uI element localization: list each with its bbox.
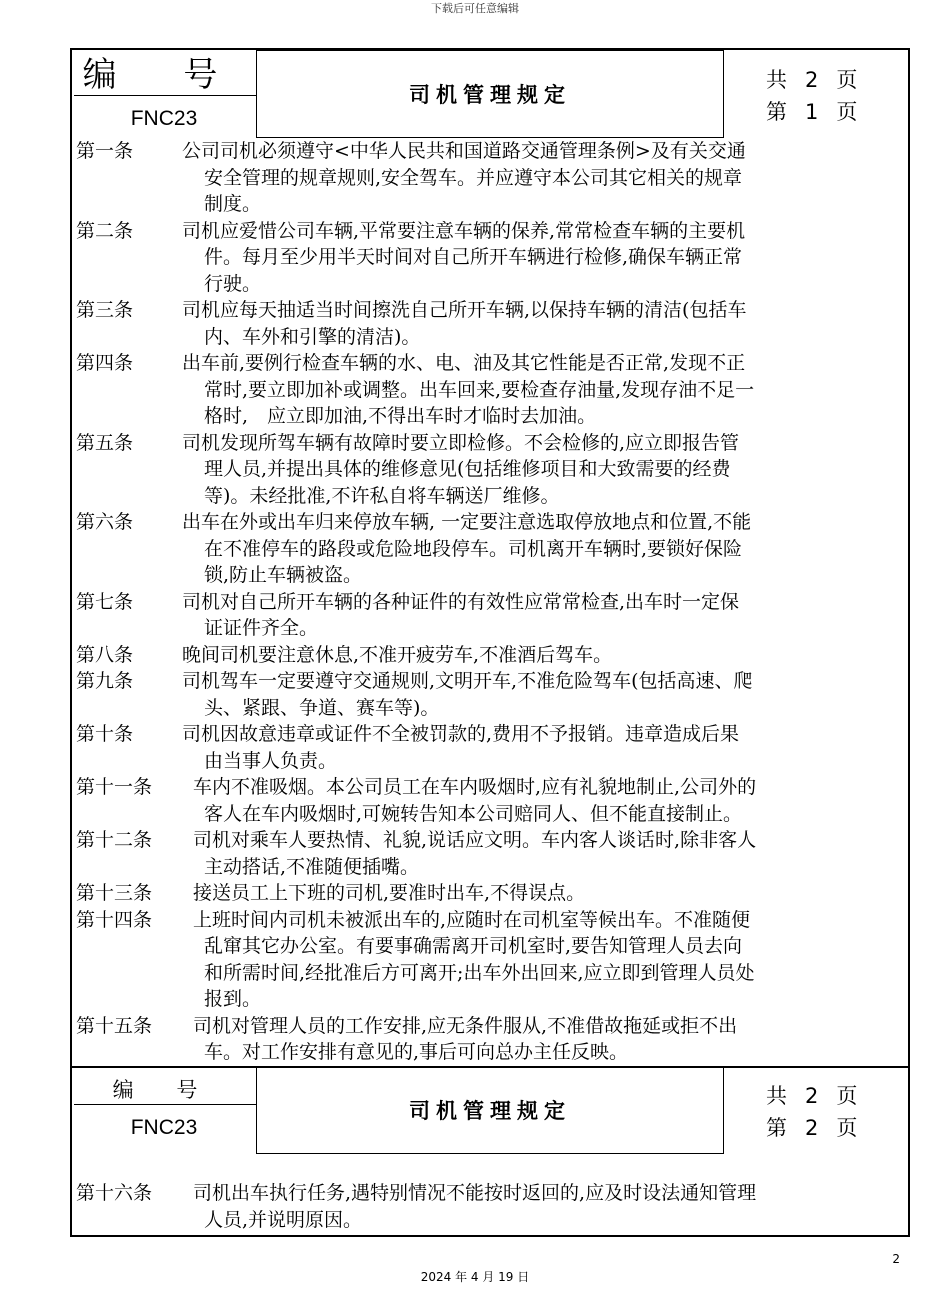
article-text-line: 司机对自己所开车辆的各种证件的有效性应常常检查,出车时一定保 — [182, 590, 740, 613]
article-text-line: 制度。 — [204, 193, 262, 215]
code-divider-2 — [74, 1104, 256, 1105]
document-code-2: FNC23 — [130, 1116, 198, 1139]
article-text-line: 由当事人负责。 — [204, 749, 338, 772]
article-text-line: 常时,要立即加补或调整。出车回来,要检查存油量,发现存油不足一 — [204, 378, 755, 401]
document-code: FNC23 — [130, 107, 198, 130]
total-pages: 共 2 页 — [766, 68, 858, 92]
footer-date: 2024 年 4 月 19 日 — [420, 1270, 530, 1284]
article-text-line: 头、紧跟、争道、赛车等)。 — [204, 696, 440, 719]
article-label: 第二条 — [76, 219, 134, 242]
document-title: 司机管理规定 — [409, 83, 571, 107]
article-text-line: 件。每月至少用半天时间对自己所开车辆进行检修,确保车辆正常 — [204, 246, 743, 268]
article-text-line: 车。对工作安排有意见的,事后可向总办主任反映。 — [204, 1041, 629, 1063]
article-label: 第十二条 — [76, 829, 153, 851]
article-text-line: 司机对乘车人要热情、礼貌,说话应文明。车内客人谈话时,除非客人 — [193, 829, 757, 851]
article-text-line: 公司司机必须遵守<中华人民共和国道路交通管理条例>及有关交通 — [182, 140, 746, 162]
current-page-2: 第 2 页 — [766, 1116, 858, 1140]
article-text-line: 司机因故意违章或证件不全被罚款的,费用不予报销。违章造成后果 — [182, 723, 740, 745]
article-text-line: 理人员,并提出具体的维修意见(包括维修项目和大致需要的经费 — [204, 458, 731, 480]
article-text-line: 司机应每天抽适当时间擦洗自己所开车辆,以保持车辆的清洁(包括车 — [182, 299, 747, 321]
article-text-line: 客人在车内吸烟时,可婉转告知本公司赔同人、但不能直接制止。 — [204, 802, 743, 825]
article-text-line: 司机发现所驾车辆有故障时要立即检修。不会检修的,应立即报告管 — [182, 431, 740, 454]
article-text-line: 车内不准吸烟。本公司员工在车内吸烟时,应有礼貌地制止,公司外的 — [193, 776, 757, 798]
code-divider — [74, 95, 256, 96]
article-text-line: 接送员工上下班的司机,要准时出车,不得误点。 — [193, 882, 586, 904]
article-label: 第十五条 — [76, 1014, 153, 1037]
article-label: 第七条 — [76, 590, 134, 613]
title-box-2 — [256, 1066, 724, 1154]
article-text-line: 在不准停车的路段或危险地段停车。司机离开车辆时,要锁好保险 — [204, 537, 743, 560]
article-label: 第三条 — [76, 299, 134, 321]
page-number: 2 — [892, 1252, 900, 1266]
number-label-2: 编 号 — [112, 1078, 216, 1102]
article-label: 第四条 — [76, 352, 134, 374]
article-text-line: 和所需时间,经批准后方可离开;出车外出回来,应立即到管理人员处 — [204, 961, 755, 984]
article-text-line: 司机应爱惜公司车辆,平常要注意车辆的保养,常常检查车辆的主要机 — [182, 219, 746, 242]
article-text-line: 人员,并说明原因。 — [204, 1208, 363, 1231]
article-text-line: 内、车外和引擎的清洁)。 — [204, 325, 421, 348]
article-label: 第一条 — [76, 140, 134, 162]
article-label: 第八条 — [76, 643, 134, 666]
article-label: 第六条 — [76, 511, 134, 533]
article-label: 第十条 — [76, 723, 134, 745]
article-text-line: 上班时间内司机未被派出车的,应随时在司机室等候出车。不准随便 — [193, 908, 751, 931]
article-text-line: 出车在外或出车归来停放车辆, 一定要注意选取停放地点和位置,不能 — [182, 511, 752, 533]
title-box — [256, 50, 724, 138]
article-label: 第十六条 — [76, 1182, 153, 1204]
article-text-line: 报到。 — [204, 988, 262, 1010]
total-pages-2: 共 2 页 — [766, 1084, 858, 1108]
article-text-line: 司机驾车一定要遵守交通规则,文明开车,不准危险驾车(包括高速、爬 — [182, 670, 753, 692]
article-text-line: 司机对管理人员的工作安排,应无条件服从,不准借故拖延或拒不出 — [193, 1014, 738, 1037]
article-text-line: 证证件齐全。 — [204, 617, 319, 639]
article-text-line: 行驶。 — [204, 272, 262, 295]
article-label: 第十三条 — [76, 882, 153, 904]
article-text-line: 安全管理的规章规则,安全驾车。并应遵守本公司其它相关的规章 — [204, 166, 743, 189]
article-text-line: 司机出车执行任务,遇特别情况不能按时返回的,应及时设法通知管理 — [193, 1182, 757, 1204]
document-title-2: 司机管理规定 — [409, 1099, 571, 1123]
top-note: 下载后可任意编辑 — [431, 2, 519, 15]
article-text-line: 主动搭话,不准随便插嘴。 — [204, 855, 420, 878]
article-label: 第九条 — [76, 670, 134, 692]
article-text-line: 乱窜其它办公室。有要事确需离开司机室时,要告知管理人员去向 — [204, 935, 743, 957]
article-label: 第十一条 — [76, 776, 153, 798]
article-text-line: 等)。未经批准,不许私自将车辆送厂维修。 — [204, 484, 560, 507]
article-text-line: 晚间司机要注意休息,不准开疲劳车,不准酒后驾车。 — [182, 643, 613, 666]
article-label: 第五条 — [76, 431, 134, 454]
article-text-line: 出车前,要例行检查车辆的水、电、油及其它性能是否正常,发现不正 — [182, 352, 746, 374]
article-text-line: 格时, 应立即加油,不得出车时才临时去加油。 — [204, 405, 597, 427]
current-page: 第 1 页 — [766, 100, 858, 124]
article-label: 第十四条 — [76, 908, 153, 931]
number-label: 编 号 — [82, 55, 246, 95]
article-text-line: 锁,防止车辆被盗。 — [204, 564, 363, 586]
